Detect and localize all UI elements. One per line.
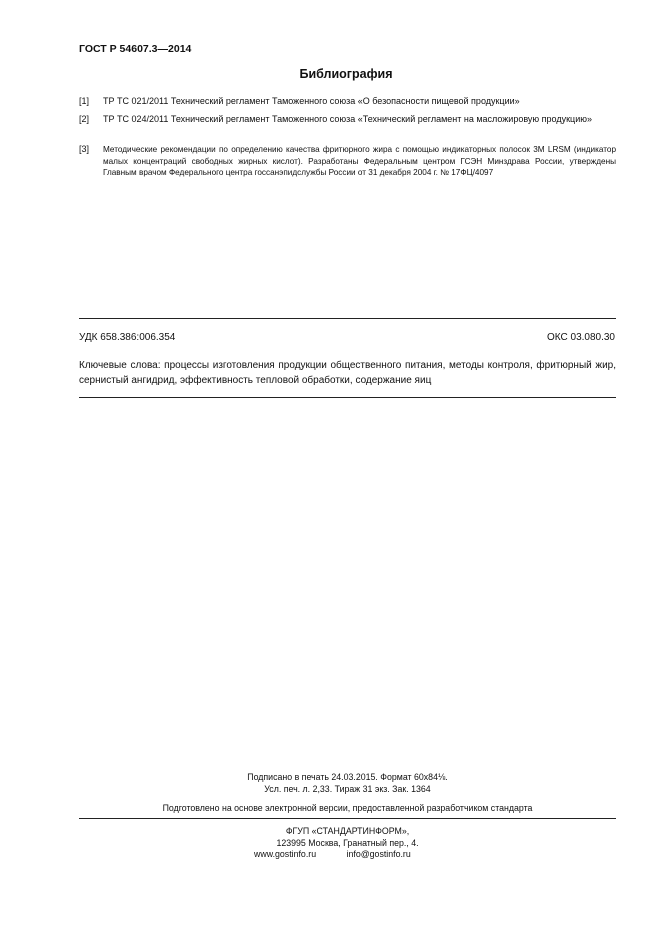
section-divider-bottom [79,397,616,398]
ref-text: Методические рекомендации по определению качества фритюрного жира с помощью индикаторных полосок 3М LRSM (индикатор малых концентраций свободных жирных кислот). Разработаны Федеральным центром ГСЭН Минздрава России, утверждены Главным врачом Федерального центра госсанэпидслужбы России от 31 декабря 2004 г. № 17ФЦ/4097 [103,145,616,177]
publisher-name: ФГУП «СТАНДАРТИНФОРМ», [285,826,410,836]
section-divider-top [79,318,616,319]
document-code: ГОСТ Р 54607.3—2014 [79,43,192,55]
bibliography-ref-2 [79,114,616,126]
bibliography-ref-1 [79,96,616,108]
keywords-text: Ключевые слова: процессы изготовления продукции общественного питания, методы контроля, фритюрный жир, сернистый ангидрид, эффективность тепловой обработки, содержание яиц [79,360,616,386]
imprint-print-info: Усл. печ. л. 2,33. Тираж 31 экз. Зак. 1364 [264,784,431,794]
ref-number: [2] [79,114,90,124]
oks-code: ОКС 03.080.30 [547,332,615,343]
udc-code: УДК 658.386:006.354 [79,332,176,343]
imprint-prepared: Подготовлено на основе электронной версии, предоставленной разработчиком стандарта [162,803,533,813]
imprint-signed: Подписано в печать 24.03.2015. Формат 60х84⅛. [247,772,448,782]
ref-number: [1] [79,96,90,106]
bibliography-title: Библиография [299,67,393,81]
ref-text: ТР ТС 021/2011 Технический регламент Таможенного союза «О безопасности пищевой продукции» [103,96,520,106]
ref-number: [3] [79,144,90,154]
publisher-contacts [254,849,411,859]
publisher-address: 123995 Москва, Гранатный пер., 4. [276,838,419,848]
publisher-email[interactable]: info@gostinfo.ru [346,849,411,859]
bibliography-ref-3 [79,144,616,179]
publisher-divider [79,818,616,819]
ref-text: ТР ТС 024/2011 Технический регламент Таможенного союза «Технический регламент на масложировую продукцию» [103,114,592,124]
publisher-website[interactable]: www.gostinfo.ru [254,849,317,859]
